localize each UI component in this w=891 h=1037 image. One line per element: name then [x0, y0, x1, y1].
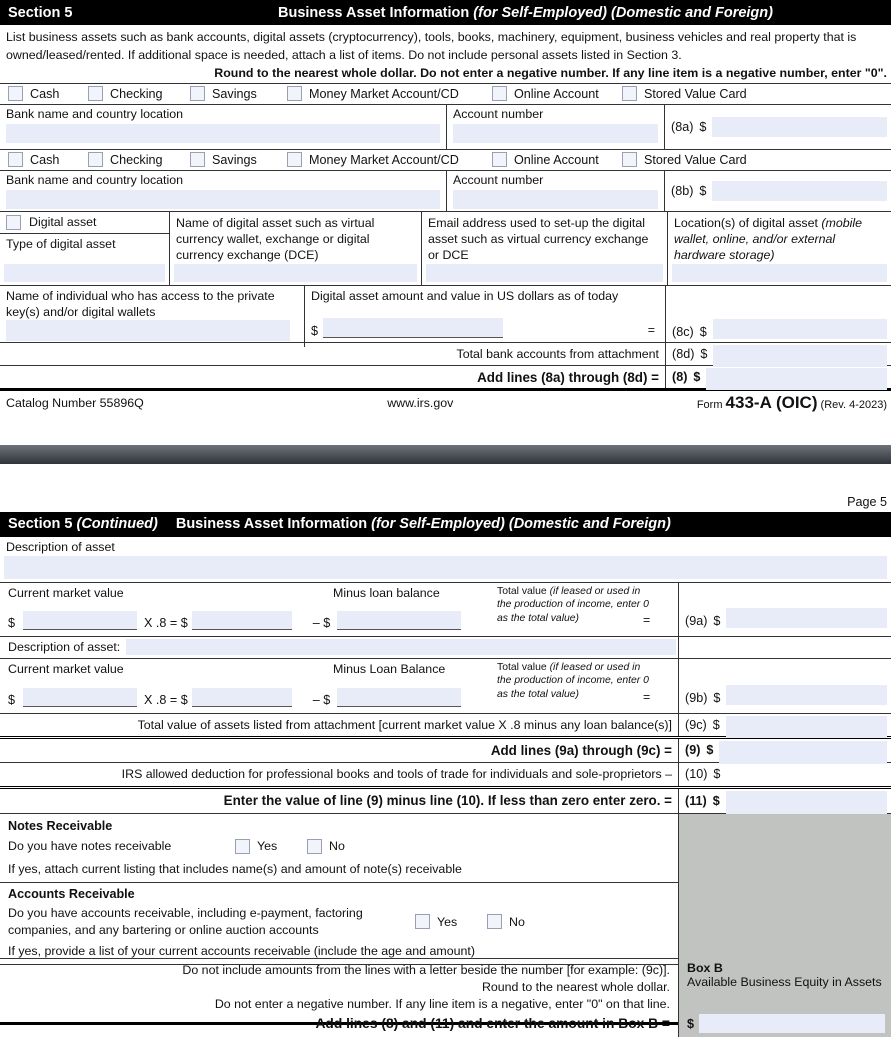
row-8d: Total bank accounts from attachment (8d) $: [0, 342, 891, 365]
asset-9a-row: Current market value Minus loan balance Total value (if leased or used in the production of income, enter 0 as the total value) = $ X .8 = $ – $ (9a) $: [0, 582, 891, 636]
digital-asset-email-cell: [422, 212, 668, 285]
bank-name-input[interactable]: [6, 124, 440, 143]
account-type-cash: Cash: [8, 86, 88, 101]
accounts-no-checkbox[interactable]: [487, 914, 502, 929]
money-market-checkbox[interactable]: [287, 86, 302, 101]
line-9a-label: (9a): [685, 613, 708, 628]
accounts-receivable-question: Do you have accounts receivable, including e-payment, factoring companies, and any bartering or online auction accounts: [8, 905, 363, 937]
accounts-yes-option: Yes: [415, 914, 487, 929]
market-value-input[interactable]: [23, 688, 137, 707]
line-8c-amount-input[interactable]: [713, 319, 887, 339]
market-value-x8-input[interactable]: [192, 611, 292, 630]
line-9b-amount-input[interactable]: [726, 685, 887, 705]
checking-checkbox[interactable]: [88, 152, 103, 167]
notes-no-option: No: [307, 839, 345, 854]
online-account-checkbox[interactable]: [492, 86, 507, 101]
line-8d-amount-input[interactable]: [713, 345, 887, 367]
cash-checkbox[interactable]: [8, 86, 23, 101]
line-11-amount-input[interactable]: [726, 791, 887, 815]
account-type-stored-value: Stored Value Card: [622, 86, 747, 101]
current-market-value-label: Current market value: [8, 661, 124, 676]
box-b-title: Box B: [687, 960, 723, 975]
equals-sign: =: [647, 323, 655, 338]
digital-asset-email-input[interactable]: [426, 264, 663, 282]
minus-dollar-label: – $: [312, 692, 331, 707]
form-page-2: [0, 464, 891, 1032]
equals-sign: =: [643, 612, 651, 627]
notes-no-checkbox[interactable]: [307, 839, 322, 854]
accounts-receivable-title: Accounts Receivable: [8, 886, 135, 901]
digital-asset-location-input[interactable]: [672, 264, 887, 282]
row-10-label: IRS allowed deduction for professional books and tools of trade for individuals and sole-proprietors –: [121, 766, 672, 781]
account-number-label: Account number: [453, 172, 544, 187]
notes-yes-checkbox[interactable]: [235, 839, 250, 854]
bank-row-8b: Bank name and country location Account number (8b) $: [0, 171, 891, 211]
account-type-online: Online Account: [492, 152, 622, 167]
line-8-amount-input[interactable]: [706, 368, 887, 390]
irs-url: www.irs.gov: [387, 396, 454, 411]
boxb-instruction-2: Round to the nearest whole dollar.: [481, 980, 670, 995]
account-type-savings: Savings: [190, 86, 287, 101]
accounts-no-option: No: [487, 914, 525, 929]
description-of-asset-2-row: [0, 636, 891, 658]
section-label: Section 5: [8, 4, 73, 21]
shaded-area: [678, 882, 891, 965]
total-value-note: Total value (if leased or used in the production of income, enter 0 as the total value): [497, 661, 649, 700]
cash-checkbox[interactable]: [8, 152, 23, 167]
minus-dollar-label: – $: [312, 615, 331, 630]
notes-yes-option: Yes: [235, 839, 307, 854]
line-8a-amount-input[interactable]: [712, 117, 887, 137]
times-point-eight-label: X .8 = $: [144, 692, 188, 707]
row-11-label: Enter the value of line (9) minus line (10). If less than zero enter zero. =: [223, 792, 672, 808]
market-value-x8-input[interactable]: [192, 688, 292, 707]
savings-checkbox[interactable]: [190, 86, 205, 101]
catalog-number: Catalog Number 55896Q: [6, 396, 144, 411]
account-type-savings: Savings: [190, 152, 287, 167]
notes-receivable-question: Do you have notes receivable: [8, 839, 172, 854]
digital-asset-name-cell: [170, 212, 422, 285]
section-5-header: [0, 0, 891, 25]
row-9c: Total value of assets listed from attachment [current market value X .8 minus any loan balance(s)] (9c) $: [0, 713, 891, 736]
section-instructions: List business assets such as bank accounts, digital assets (cryptocurrency), tools, books, machinery, equipment, business vehicles and real property that is owned/leased/rented. If additional space is needed, attach a list of items. Do not include personal assets listed in Section 3.: [6, 30, 857, 62]
shaded-area: [678, 814, 891, 883]
savings-checkbox[interactable]: [190, 152, 205, 167]
digital-asset-checkbox[interactable]: [6, 215, 21, 230]
box-b-subtitle: Available Business Equity in Assets: [687, 974, 882, 989]
line-8a-label: (8a): [671, 119, 694, 134]
section-title: Business Asset Information (for Self-Employed) (Domestic and Foreign): [175, 516, 671, 533]
current-market-value-label: Current market value: [8, 585, 124, 600]
account-type-row-1: [0, 83, 891, 105]
row-11-total: Enter the value of line (9) minus line (10). If less than zero enter zero. = (11) $: [0, 786, 891, 814]
row-10: IRS allowed deduction for professional books and tools of trade for individuals and sole-proprietors – (10) $: [0, 762, 891, 786]
accounts-receivable-block: [0, 882, 891, 958]
section-title: Business Asset Information (for Self-Employed) (Domestic and Foreign): [278, 4, 773, 21]
digital-asset-value-row: Name of individual who has access to the private key(s) and/or digital wallets Digital asset amount and value in US dollars as of today $ = (8c) $: [0, 285, 891, 342]
rounding-note: Round to the nearest whole dollar. Do not enter a negative number. If any line item is a negative number, enter "0".: [214, 65, 887, 80]
row-8d-label: Total bank accounts from attachment: [456, 346, 659, 361]
section-label: Section 5 (Continued): [8, 516, 158, 533]
loan-balance-input[interactable]: [337, 611, 461, 630]
boxb-add-lines-label: Add lines (8) and (11) and enter the amount in Box B =: [315, 1016, 670, 1032]
account-type-money-market: Money Market Account/CD: [287, 86, 492, 101]
section-5-continued-header: [0, 512, 891, 537]
digital-asset-table: [0, 211, 891, 285]
page-footer: [0, 391, 891, 416]
online-account-checkbox[interactable]: [492, 152, 507, 167]
account-type-checking: Checking: [88, 152, 190, 167]
digital-asset-amount-label: Digital asset amount and value in US dollars as of today: [311, 288, 619, 303]
line-9a-amount-input[interactable]: [726, 608, 887, 628]
times-point-eight-label: X .8 = $: [144, 615, 188, 630]
notes-receivable-title: Notes Receivable: [8, 818, 113, 833]
bank-row-8a: Bank name and country location Account number (8a) $: [0, 105, 891, 149]
loan-balance-input[interactable]: [337, 688, 461, 707]
box-b-total-block: Do not include amounts from the lines with a letter beside the number [for example: (9c)]. Round to the nearest whole dollar. Do not enter a negative number. If any line item is a negative, enter "0" on that line. Add lines (8) and (11) and enter the amount in Box B = Box B Available Business Equity in Assets $: [0, 958, 891, 1025]
stored-value-checkbox[interactable]: [622, 152, 637, 167]
page-separator-band: [0, 445, 891, 464]
page-number: Page 5: [847, 494, 887, 509]
row-9-total: Add lines (9a) through (9c) = (9) $: [0, 736, 891, 762]
line-9-amount-input[interactable]: [719, 741, 887, 764]
line-10-label: (10): [685, 767, 708, 782]
line-8b-amount-input[interactable]: [712, 181, 887, 201]
line-9-label: (9): [685, 743, 701, 758]
line-8-label: (8): [672, 369, 688, 384]
private-key-access-label: Name of individual who has access to the private key(s) and/or digital wallets: [6, 288, 275, 320]
account-type-checking: Checking: [88, 86, 190, 101]
description-of-asset-2-input[interactable]: [126, 639, 676, 655]
digital-asset-location-label: Location(s) of digital asset (mobile wallet, online, and/or external hardware storage): [674, 215, 863, 263]
private-key-access-input[interactable]: [6, 320, 290, 341]
digital-asset-type-cell: Digital asset Type of digital asset: [0, 212, 170, 285]
form-number-block: Form 433-A (OIC) (Rev. 4-2023): [696, 393, 887, 413]
account-type-online: Online Account: [492, 86, 622, 101]
line-8c-label: (8c): [672, 325, 694, 340]
equals-sign: =: [643, 689, 651, 704]
bank-name-label: Bank name and country location: [6, 172, 184, 187]
line-11-label: (11): [685, 793, 707, 808]
minus-loan-balance-label: Minus loan balance: [333, 585, 440, 600]
account-number-input[interactable]: [453, 190, 658, 209]
boxb-instruction-3: Do not enter a negative number. If any line item is a negative, enter "0" on that line.: [214, 997, 670, 1012]
line-9b-label: (9b): [685, 690, 708, 705]
digital-asset-type-label: Type of digital asset: [6, 236, 116, 251]
description-of-asset-label: Description of asset: [6, 539, 115, 554]
stored-value-checkbox[interactable]: [622, 86, 637, 101]
form-page-1: [0, 0, 891, 416]
accounts-if-yes-note: If yes, provide a list of your current accounts receivable (include the age and amount): [8, 944, 475, 959]
money-market-checkbox[interactable]: [287, 152, 302, 167]
bank-name-input[interactable]: [6, 190, 440, 209]
total-value-note: Total value (if leased or used in the production of income, enter 0 as the total value): [497, 585, 649, 624]
account-number-label: Account number: [453, 106, 544, 121]
notes-receivable-block: [0, 814, 891, 882]
line-9c-label: (9c): [685, 717, 707, 732]
boxb-instruction-1: Do not include amounts from the lines with a letter beside the number [for example: (9c)].: [182, 962, 670, 977]
market-value-input[interactable]: [23, 611, 137, 630]
digital-asset-location-cell: [668, 212, 891, 285]
account-number-input[interactable]: [453, 124, 658, 143]
notes-if-yes-note: If yes, attach current listing that includes name(s) and amount of note(s) receivable: [8, 861, 462, 876]
digital-asset-name-input[interactable]: [174, 264, 417, 282]
digital-asset-amount-input[interactable]: [323, 318, 503, 338]
checking-checkbox[interactable]: [88, 86, 103, 101]
row-8-total: Add lines (8a) through (8d) = (8) $: [0, 365, 891, 391]
digital-asset-email-label: Email address used to set-up the digital asset such as virtual currency exchange or DCE: [428, 215, 649, 263]
row-9c-label: Total value of assets listed from attachment [current market value X .8 minus any loan balance(s)]: [137, 717, 672, 732]
minus-loan-balance-label: Minus Loan Balance: [333, 661, 446, 676]
accounts-yes-checkbox[interactable]: [415, 914, 430, 929]
description-of-asset-label: Description of asset:: [8, 640, 121, 655]
line-8b-label: (8b): [671, 183, 694, 198]
asset-9b-row: Current market value Minus Loan Balance Total value (if leased or used in the production of income, enter 0 as the total value) = $ X .8 = $ – $ (9b) $: [0, 658, 891, 713]
account-type-cash: Cash: [8, 152, 88, 167]
description-of-asset-input[interactable]: [4, 556, 887, 579]
account-type-money-market: Money Market Account/CD: [287, 152, 492, 167]
digital-asset-name-label: Name of digital asset such as virtual currency wallet, exchange or digital currency exchange (DCE): [176, 215, 375, 263]
row-9-label: Add lines (9a) through (9c) =: [490, 742, 672, 758]
row-8-label: Add lines (8a) through (8d) =: [477, 369, 659, 385]
digital-asset-type-input[interactable]: [4, 264, 165, 282]
account-type-row-2: [0, 149, 891, 171]
bank-name-label: Bank name and country location: [6, 106, 184, 121]
line-9c-amount-input[interactable]: [726, 716, 887, 738]
line-8d-label: (8d): [672, 346, 695, 361]
account-type-stored-value: Stored Value Card: [622, 152, 747, 167]
